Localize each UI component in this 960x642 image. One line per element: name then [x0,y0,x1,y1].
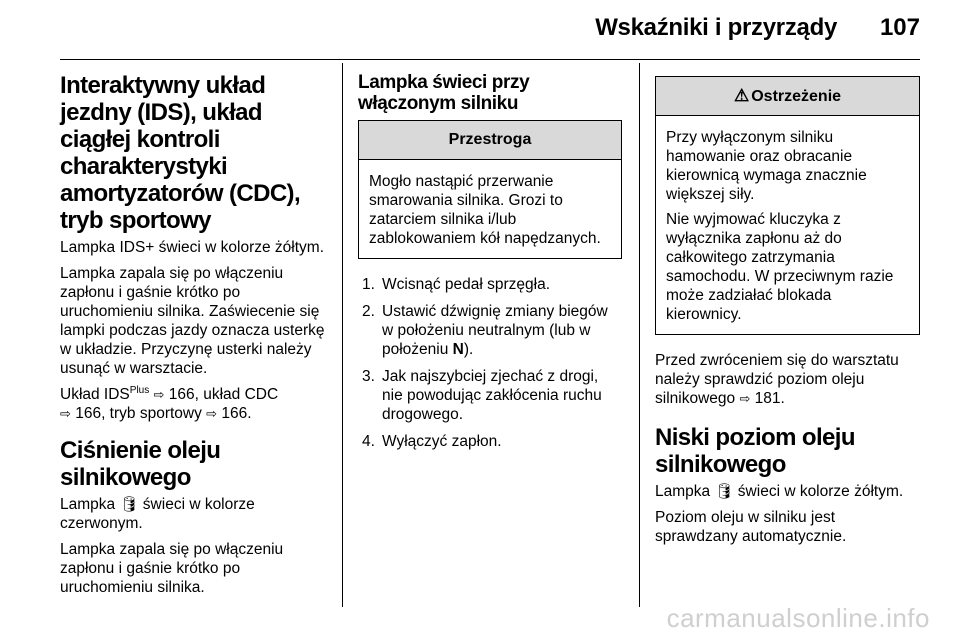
paragraph: Lampka 🛢 świeci w kolorze czerwonym. [60,496,255,532]
paragraph: Lampka 🛢 świeci w kolorze żółtym. [655,483,904,500]
oil-level-icon: 🛢 [714,483,734,500]
column-3 [655,76,920,553]
reference-arrow-icon: ⇨ [739,391,751,406]
caution-text: Mogło nastąpić przerwanie smarowania silnika. Grozi to zatarciem silnika i/lub zablokowaniem kół napędzanych. [369,173,601,247]
section-heading-low-oil: Niski poziom oleju silnikowego [655,424,855,478]
page-ref-link[interactable]: 166, układ CDC [164,386,279,403]
paragraph: Lampka zapala się po włączeniu zapłonu i gaśnie krótko po uruchomieniu silnika. Zaświecenie się lampki podczas jazdy oznacza usterkę w układzie. Przyczynę usterki należy usunąć w warsztacie. [60,265,325,377]
caution-title: Przestroga [359,121,621,160]
section-heading-ids: Interaktywny układ jezdny (IDS), układ ciągłej kontroli charakterystyki amortyzatorów (CDC), tryb sportowy [60,72,301,234]
warning-triangle-icon: ⚠ [733,86,750,105]
paragraph-references: Układ $IDS^{Plus}$ ⇨ 166, układ CDC ⇨ 166, tryb sportowy ⇨ 166. [60,384,279,422]
paragraph: Lampka IDS+ świeci w kolorze żółtym. [60,239,325,256]
paragraph: Lampka zapala się po włączeniu zapłonu i gaśnie krótko po uruchomieniu silnika. [60,541,284,596]
page-header [60,0,920,58]
watermark: carmanualsonline.info [666,603,930,633]
section-heading-oil-pressure: Ciśnienie oleju silnikowego [60,437,221,491]
warning-text: Przy wyłączonym silniku hamowanie oraz obracanie kierownicą wymaga znacznie większej siły. [666,129,867,203]
paragraph: Poziom oleju w silniku jest sprawdzany automatycznie. [655,509,847,545]
steps-list [358,275,622,451]
oil-can-icon: 🛢 [119,496,139,513]
reference-arrow-icon: ⇨ [206,406,218,421]
warning-title: Ostrzeżenie [751,88,842,105]
list-item: 1. Wcisnąć pedał sprzęgła. [362,276,550,293]
page-number: 107 [879,14,920,41]
page-ref-link[interactable]: 166. [217,405,252,422]
header-title: Wskaźniki i przyrządy [595,14,837,41]
column-1 [60,72,326,604]
page-ref-link[interactable]: 166, tryb sportowy [70,405,207,422]
column-2 [358,72,622,459]
list-item: 2. Ustawić dźwignię zmiany biegów w położeniu neutralnym (lub w położeniu N). [362,303,608,358]
page-ref-link[interactable]: 181. [750,390,785,407]
section-heading-lamp-on: Lampka świeci przy włączonym silniku [358,72,530,114]
list-item: 3. Jak najszybciej zjechać z drogi, nie powodując zakłócenia ruchu drogowego. [362,368,602,423]
warning-text: Nie wyjmować kluczyka z wyłącznika zapłonu aż do całkowitego zatrzymania samochodu. W przeciwnym razie może zadziałać blokada kierownicy. [666,211,894,323]
column-divider-2 [639,63,640,607]
caution-box [358,120,622,259]
reference-arrow-icon: ⇨ [153,387,165,402]
column-divider-1 [342,63,343,607]
paragraph: Przed zwróceniem się do warsztatu należy sprawdzić poziom oleju silnikowego ⇨ 181. [655,352,899,407]
header-rule [60,59,920,60]
warning-header [656,77,919,116]
list-item: 4. Wyłączyć zapłon. [362,433,502,450]
reference-arrow-icon: ⇨ [60,406,71,421]
warning-box [655,76,920,335]
